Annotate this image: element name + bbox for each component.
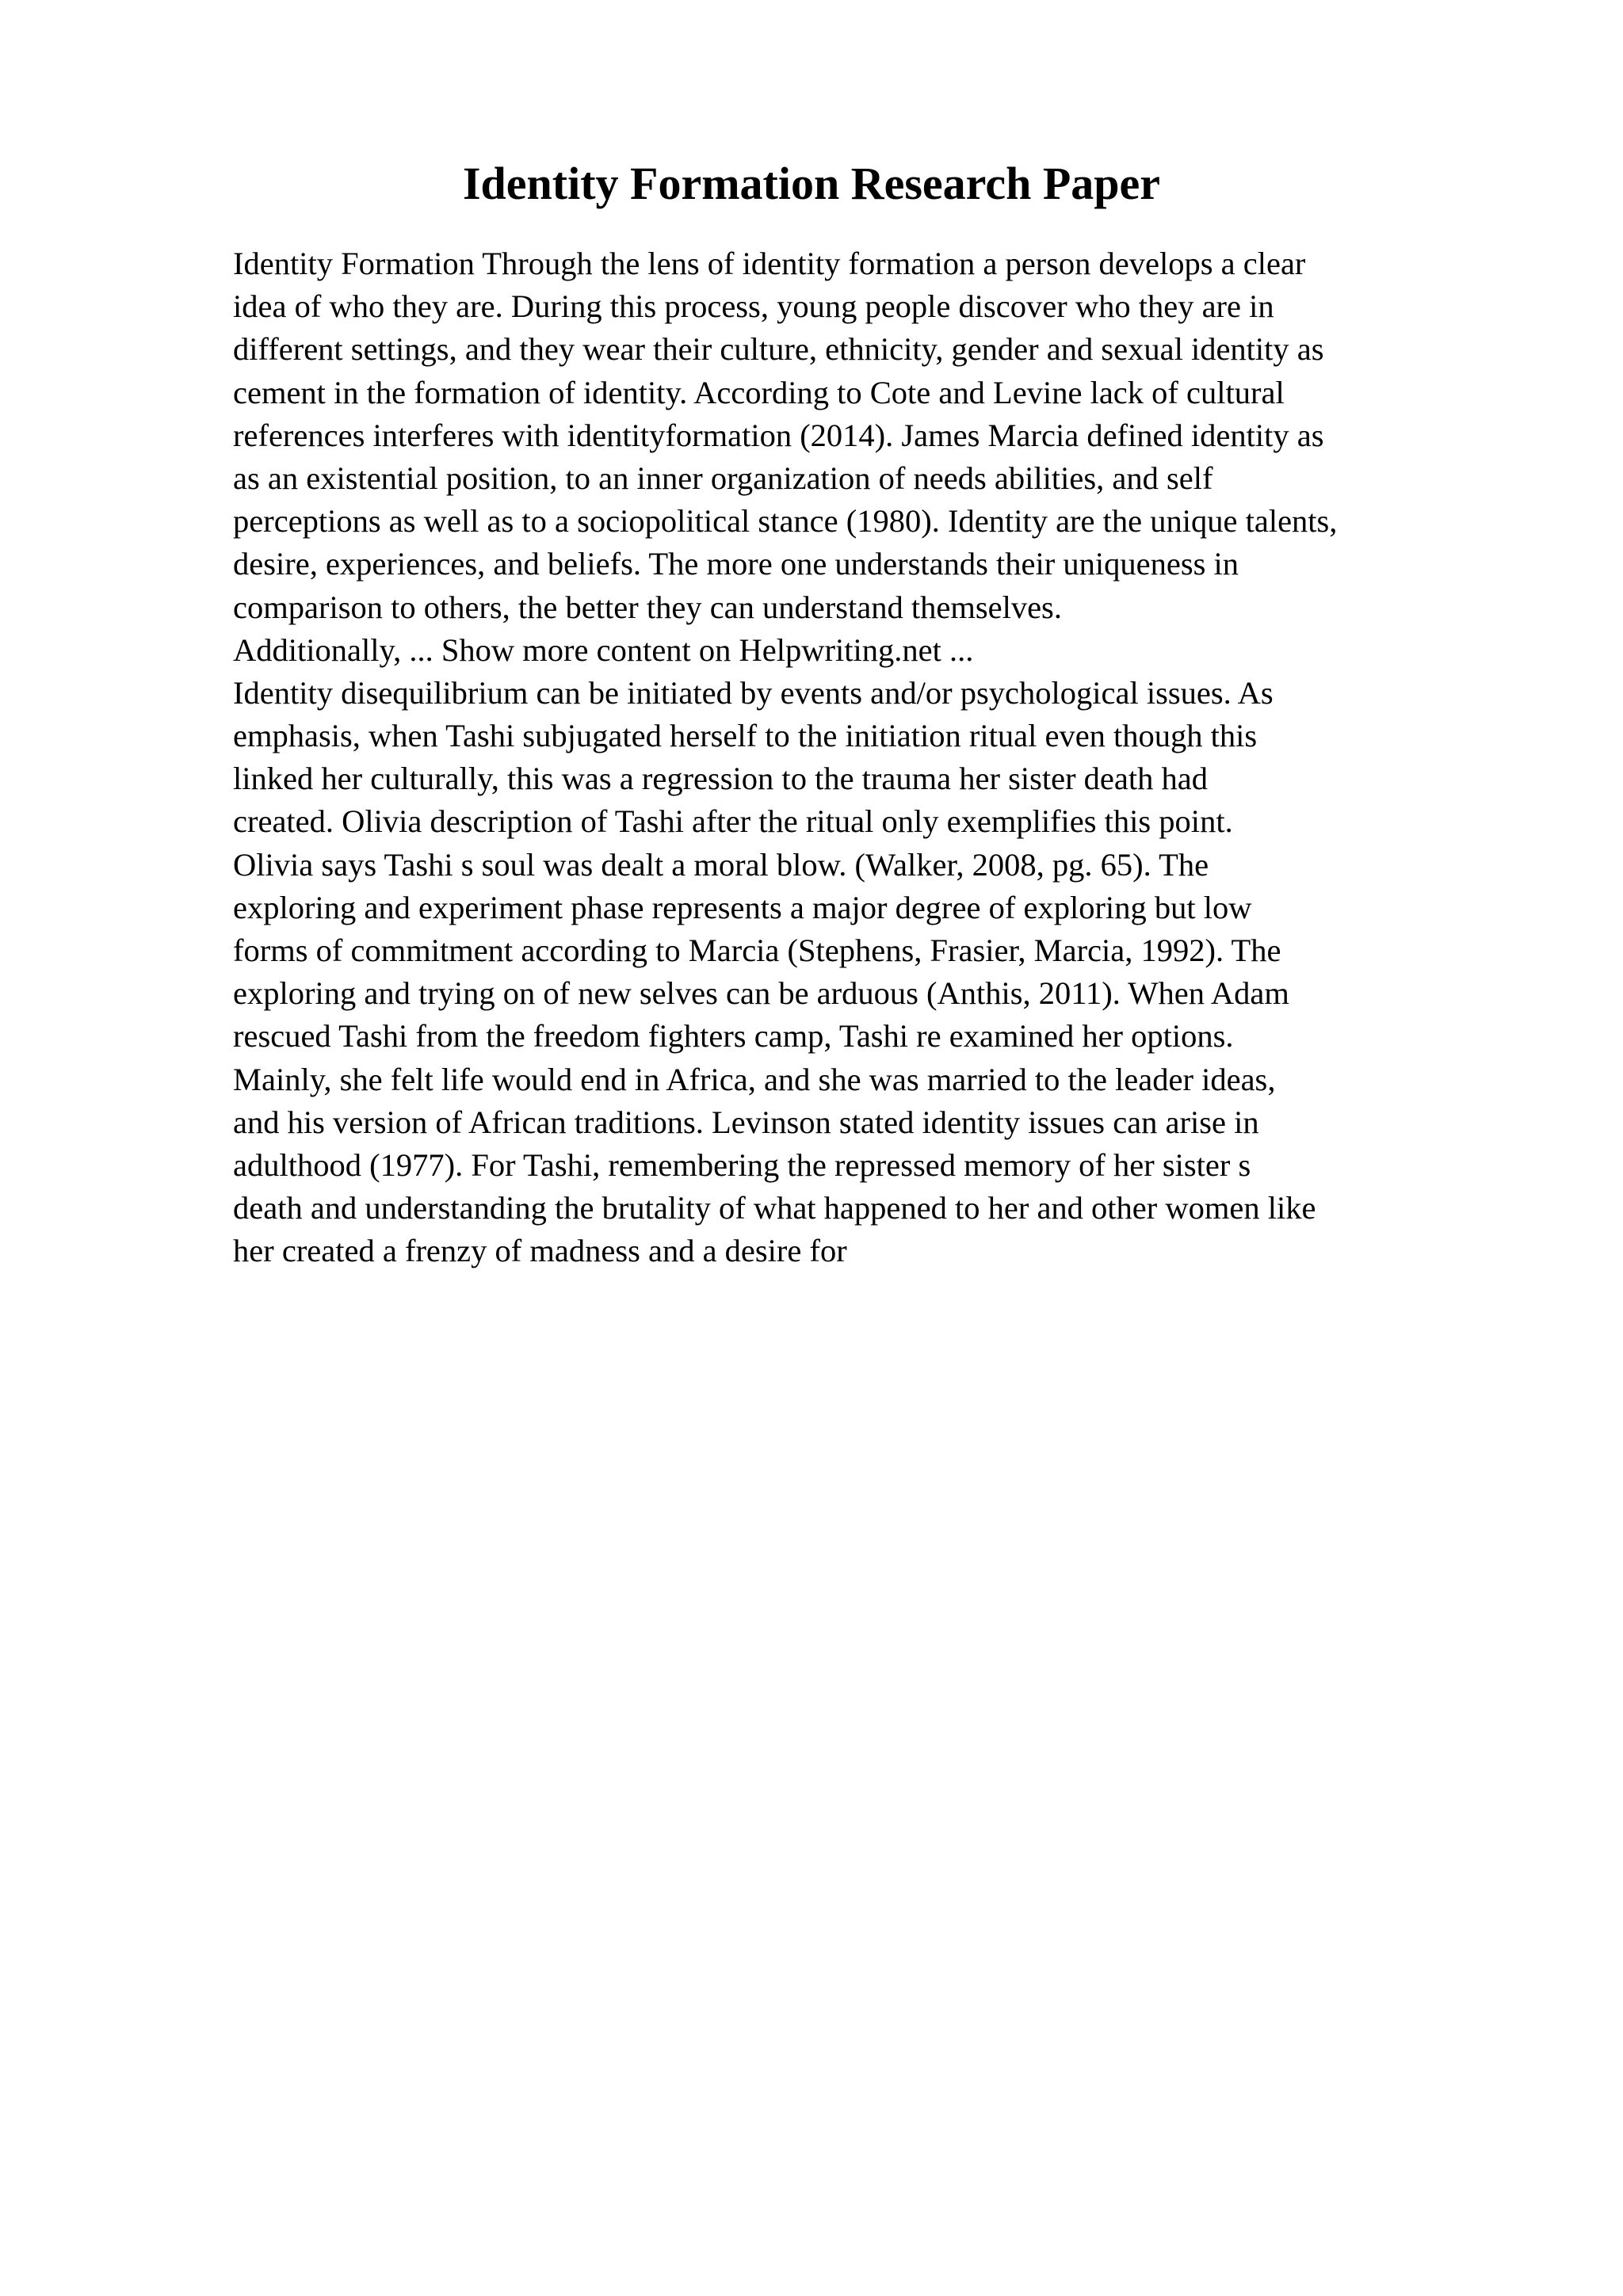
body-line: perceptions as well as to a sociopolitical stance (1980). Identity are the unique talents, — [233, 503, 1338, 540]
body-line: her created a frenzy of madness and a desire for — [233, 1233, 847, 1269]
body-line: exploring and trying on of new selves can be arduous (Anthis, 2011). When Adam — [233, 975, 1289, 1012]
body-line: death and understanding the brutality of what happened to her and other women like — [233, 1190, 1316, 1226]
body-line: exploring and experiment phase represents a major degree of exploring but low — [233, 889, 1252, 925]
body-line: rescued Tashi from the freedom fighters camp, Tashi re examined her options. — [233, 1018, 1234, 1055]
show-more-line: Additionally, ... Show more content on Helpwriting.net ... — [233, 631, 974, 668]
body-line: comparison to others, the better they can understand themselves. — [233, 589, 1062, 625]
document-body — [233, 242, 1517, 1273]
body-line: desire, experiences, and beliefs. The more one understands their uniqueness in — [233, 546, 1239, 582]
document-title: Identity Formation Research Paper — [462, 158, 1161, 209]
body-line: emphasis, when Tashi subjugated herself to the initiation ritual even though this — [233, 718, 1258, 754]
body-line: Identity Formation Through the lens of identity formation a person develops a clear — [233, 246, 1306, 281]
body-line: and his version of African traditions. Levinson stated identity issues can arise in — [233, 1104, 1259, 1140]
body-line: cement in the formation of identity. According to Cote and Levine lack of cultural — [233, 374, 1285, 410]
body-line: Mainly, she felt life would end in Africa, and she was married to the leader ideas, — [233, 1061, 1276, 1097]
body-line: references interferes with identityformation (2014). James Marcia defined identity as — [233, 417, 1324, 453]
body-line: idea of who they are. During this process, young people discover who they are in — [233, 288, 1274, 325]
body-line: adulthood (1977). For Tashi, remembering the repressed memory of her sister s — [233, 1146, 1251, 1183]
body-line: as an existential position, to an inner organization of needs abilities, and self — [233, 460, 1213, 496]
body-line: forms of commitment according to Marcia (Stephens, Frasier, Marcia, 1992). The — [233, 933, 1281, 968]
body-line: different settings, and they wear their culture, ethnicity, gender and sexual identity as — [233, 331, 1324, 368]
body-line: Olivia says Tashi s soul was dealt a moral blow. (Walker, 2008, pg. 65). The — [233, 846, 1209, 883]
body-line: created. Olivia description of Tashi after the ritual only exemplifies this point. — [233, 803, 1233, 840]
body-line: linked her culturally, this was a regression to the trauma her sister death had — [233, 761, 1208, 797]
body-line: Identity disequilibrium can be initiated by events and/or psychological issues. As — [233, 674, 1274, 711]
